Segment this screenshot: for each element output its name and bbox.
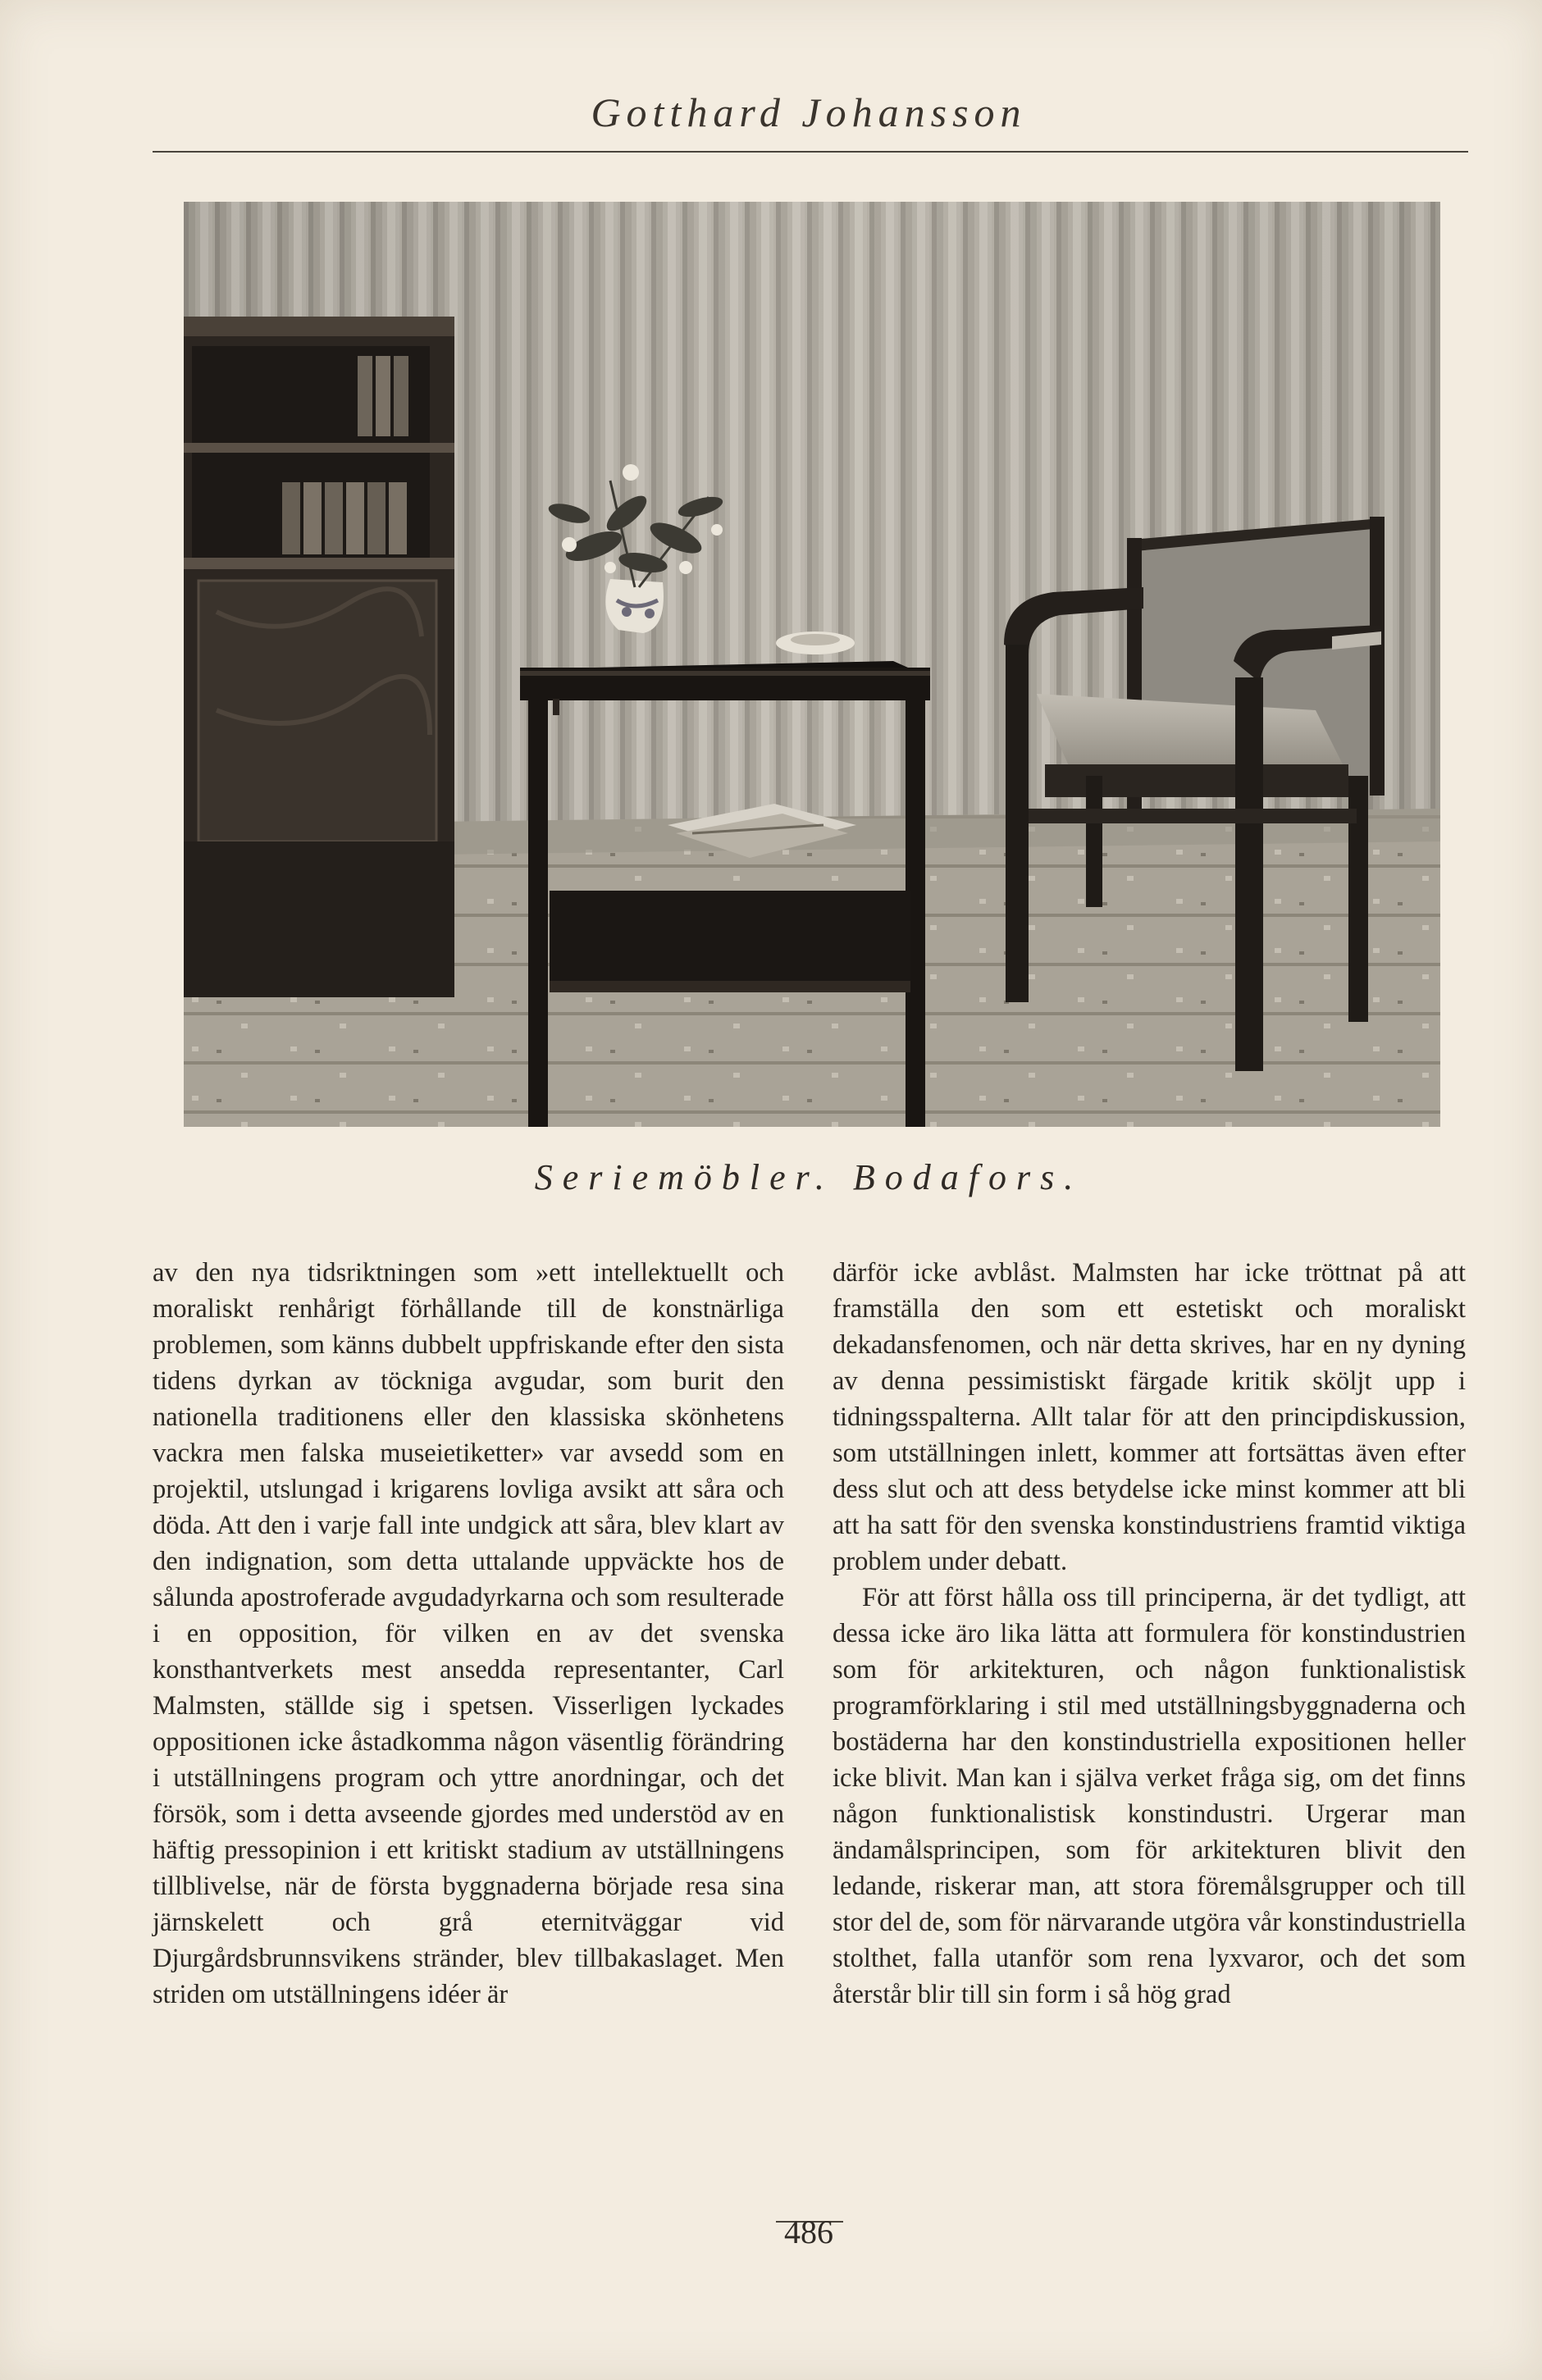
running-head-title: Gotthard Johansson — [591, 89, 1027, 135]
header-rule — [153, 151, 1468, 153]
paragraph: av den nya tidsriktningen som »ett intellektuellt och moraliskt renhårigt förhållande till de konstnärliga problemen, som känns dubbelt uppfriskande efter den sista tidens dyrkan av töckniga avgudar, som burit den nationella traditionens eller den klassiska skönhetens vackra men falska museietiketter» var avsedd som en projektil, utslungad i krigarens lovliga avsikt att såra och döda. Att den i varje fall inte undgick att såra, blev klart av den indignation, som detta uttalande uppväckte hos de sålunda apostroferade avgudadyrkarna och som resulterade i en opposition, för vilken en av det svenska konsthantverkets mest ansedda representanter, Carl Malmsten, ställde sig i spetsen. Visserligen lyckades oppositionen icke åstadkomma någon väsentlig förändring i utställningens program och yttre anordningar, och det försök, som i detta avseende gjordes med understöd av en häftig pressopinion i ett kritiskt stadium av utställningens tillblivelse, när de första byggnaderna började resa sina järnskelett och grå eternitväggar vid Djurgårdsbrunnsvikens stränder, blev tillbakaslaget. Men striden om utställningens idéer är — [153, 1258, 784, 2009]
furniture-photograph — [184, 202, 1440, 1127]
body-column-left — [153, 1255, 784, 2013]
page-number: 486 — [784, 2214, 833, 2250]
body-column-right — [833, 1255, 1466, 2013]
paragraph: därför icke avblåst. Malmsten har icke tröttnat på att framställa den som ett estetiskt och moraliskt dekadansfenomen, och när detta skrives, har en ny dyning av denna pessimistiskt färgade kritik sköljt upp i tidningsspalterna. Allt talar för att den principdiskussion, som utställningen inlett, kommer att fortsättas även efter dess slut och att dess betydelse icke minst kommer att bli att ha satt för den svenska konstindustriens framtid viktiga problem under debatt. — [833, 1258, 1466, 1576]
figure-caption: Seriemöbler. Bodafors. — [534, 1157, 1084, 1197]
paragraph: För att först hålla oss till principerna, är det tydligt, att dessa icke äro lika lätta att formulera för konstindustrien som för arkitekturen, och någon funktionalistisk programförklaring i stil med utställningsbyggnaderna och bostäderna har den konstindustriella expositionen heller icke blivit. Man kan i själva verket fråga sig, om det finns någon funktionalistisk konstindustri. Urgerar man ändamålsprincipen, som för arkitekturen blivit den ledande, riskerar man, att stora föremålsgrupper och till stor del de, som för närvarande utgöra vår konstindustriella stolthet, falla utanför som rena lyxvaror, och det som återstår blir till sin form i så hög grad — [833, 1583, 1466, 2009]
